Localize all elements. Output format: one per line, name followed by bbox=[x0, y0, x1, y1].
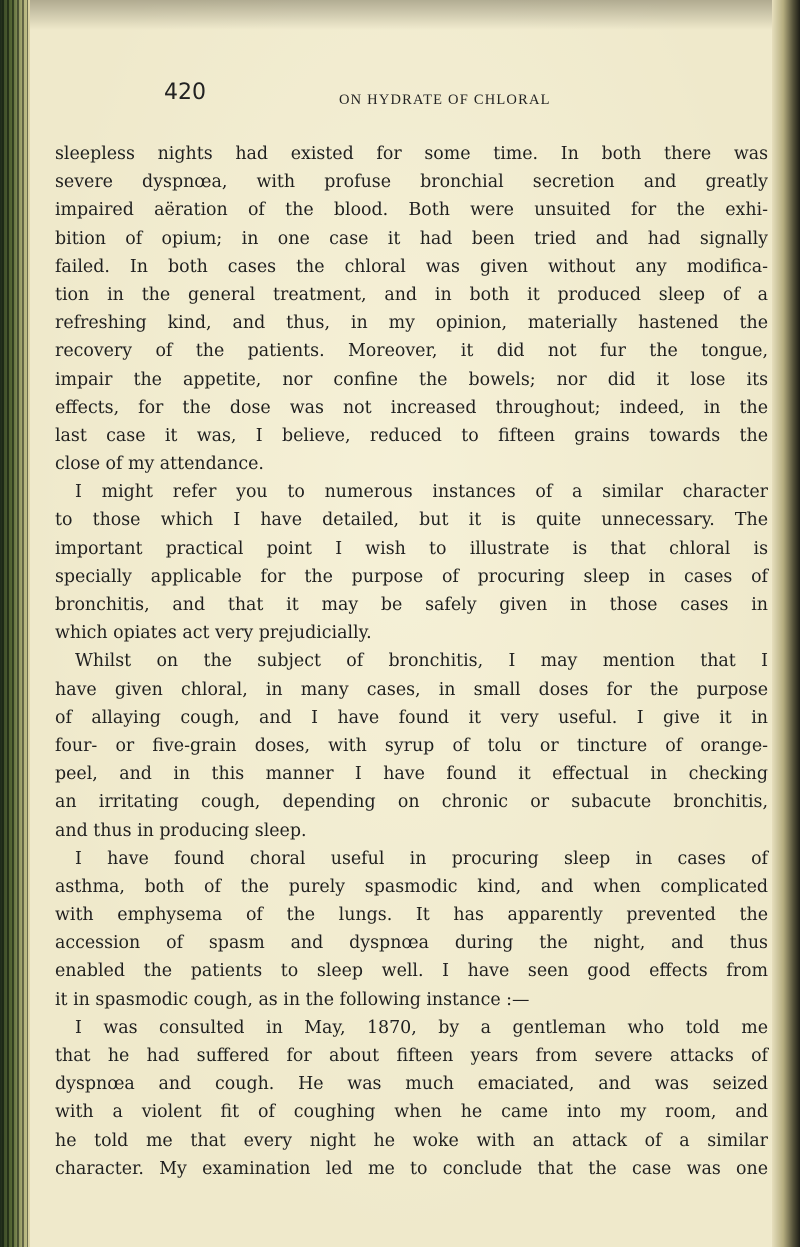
text-line: recovery of the patients. Moreover, it did not fur the tongue, bbox=[55, 341, 768, 362]
text-line: of allaying cough, and I have found it very useful. I give it in bbox=[55, 707, 768, 728]
text-line: enabled the patients to sleep well. I have seen good effects from bbox=[55, 961, 768, 982]
text-line: I might refer you to numerous instances of a similar character bbox=[75, 482, 768, 503]
text-line: close of my attendance. bbox=[55, 454, 264, 475]
text-line: and thus in producing sleep. bbox=[55, 820, 307, 841]
text-line: Whilst on the subject of bronchitis, I may mention that I bbox=[75, 651, 768, 672]
text-line: four- or five-grain doses, with syrup of tolu or tincture of orange- bbox=[55, 735, 768, 756]
text-line: failed. In both cases the chloral was given without any modifica- bbox=[55, 256, 768, 277]
text-line: accession of spasm and dyspnœa during the night, and thus bbox=[55, 933, 768, 954]
text-line: sleepless nights had existed for some time. In both there was bbox=[55, 144, 768, 164]
page-header bbox=[30, 74, 774, 124]
text-line: tion in the general treatment, and in both it produced sleep of a bbox=[55, 284, 768, 305]
page-top-shadow bbox=[30, 0, 774, 30]
text-line: an irritating cough, depending on chronic or subacute bronchitis, bbox=[55, 792, 768, 813]
text-line: last case it was, I believe, reduced to fifteen grains towards the bbox=[55, 425, 768, 446]
text-line: it in spasmodic cough, as in the following instance :— bbox=[55, 989, 530, 1010]
text-line: dyspnœa and cough. He was much emaciated, and was seized bbox=[55, 1074, 768, 1095]
text-line: effects, for the dose was not increased throughout; indeed, in the bbox=[55, 397, 768, 418]
text-line: severe dyspnœa, with profuse bronchial secretion and greatly bbox=[55, 172, 768, 193]
text-line: with a violent fit of coughing when he came into my room, and bbox=[55, 1102, 768, 1123]
text-line: bition of opium; in one case it had been tried and had signally bbox=[55, 228, 768, 249]
text-line: specially applicable for the purpose of procuring sleep in cases of bbox=[55, 566, 768, 587]
text-line: refreshing kind, and thus, in my opinion, materially hastened the bbox=[55, 313, 768, 334]
text-line: that he had suffered for about fifteen years from severe attacks of bbox=[55, 1046, 768, 1066]
text-line: peel, and in this manner I have found it effectual in checking bbox=[55, 764, 768, 785]
text-line: impair the appetite, nor confine the bowels; nor did it lose its bbox=[55, 369, 768, 390]
text-line: have given chloral, in many cases, in small doses for the purpose bbox=[55, 679, 768, 700]
right-book-edge bbox=[772, 0, 800, 1247]
text-line: character. My examination led me to conclude that the case was one bbox=[55, 1158, 768, 1179]
text-line: I have found choral useful in procuring sleep in cases of bbox=[75, 848, 768, 869]
text-line: to those which I have detailed, but it is quite unnecessary. The bbox=[55, 510, 768, 531]
text-line: bronchitis, and that it may be safely given in those cases in bbox=[55, 595, 768, 615]
text-line: with emphysema of the lungs. It has apparently prevented the bbox=[55, 905, 768, 926]
page-number: 420 bbox=[164, 80, 206, 105]
text-line: asthma, both of the purely spasmodic kind, and when complicated bbox=[55, 876, 768, 897]
text-line: which opiates act very prejudicially. bbox=[55, 623, 372, 644]
left-page-stack bbox=[2, 0, 28, 1247]
body-text bbox=[55, 140, 768, 1183]
text-line: impaired aëration of the blood. Both were unsuited for the exhi- bbox=[55, 200, 768, 221]
running-head: ON HYDRATE OF CHLORAL bbox=[339, 92, 551, 108]
text-line: he told me that every night he woke with an attack of a similar bbox=[55, 1130, 768, 1151]
text-line: I was consulted in May, 1870, by a gentleman who told me bbox=[75, 1017, 768, 1038]
text-line: important practical point I wish to illustrate is that chloral is bbox=[55, 538, 768, 559]
